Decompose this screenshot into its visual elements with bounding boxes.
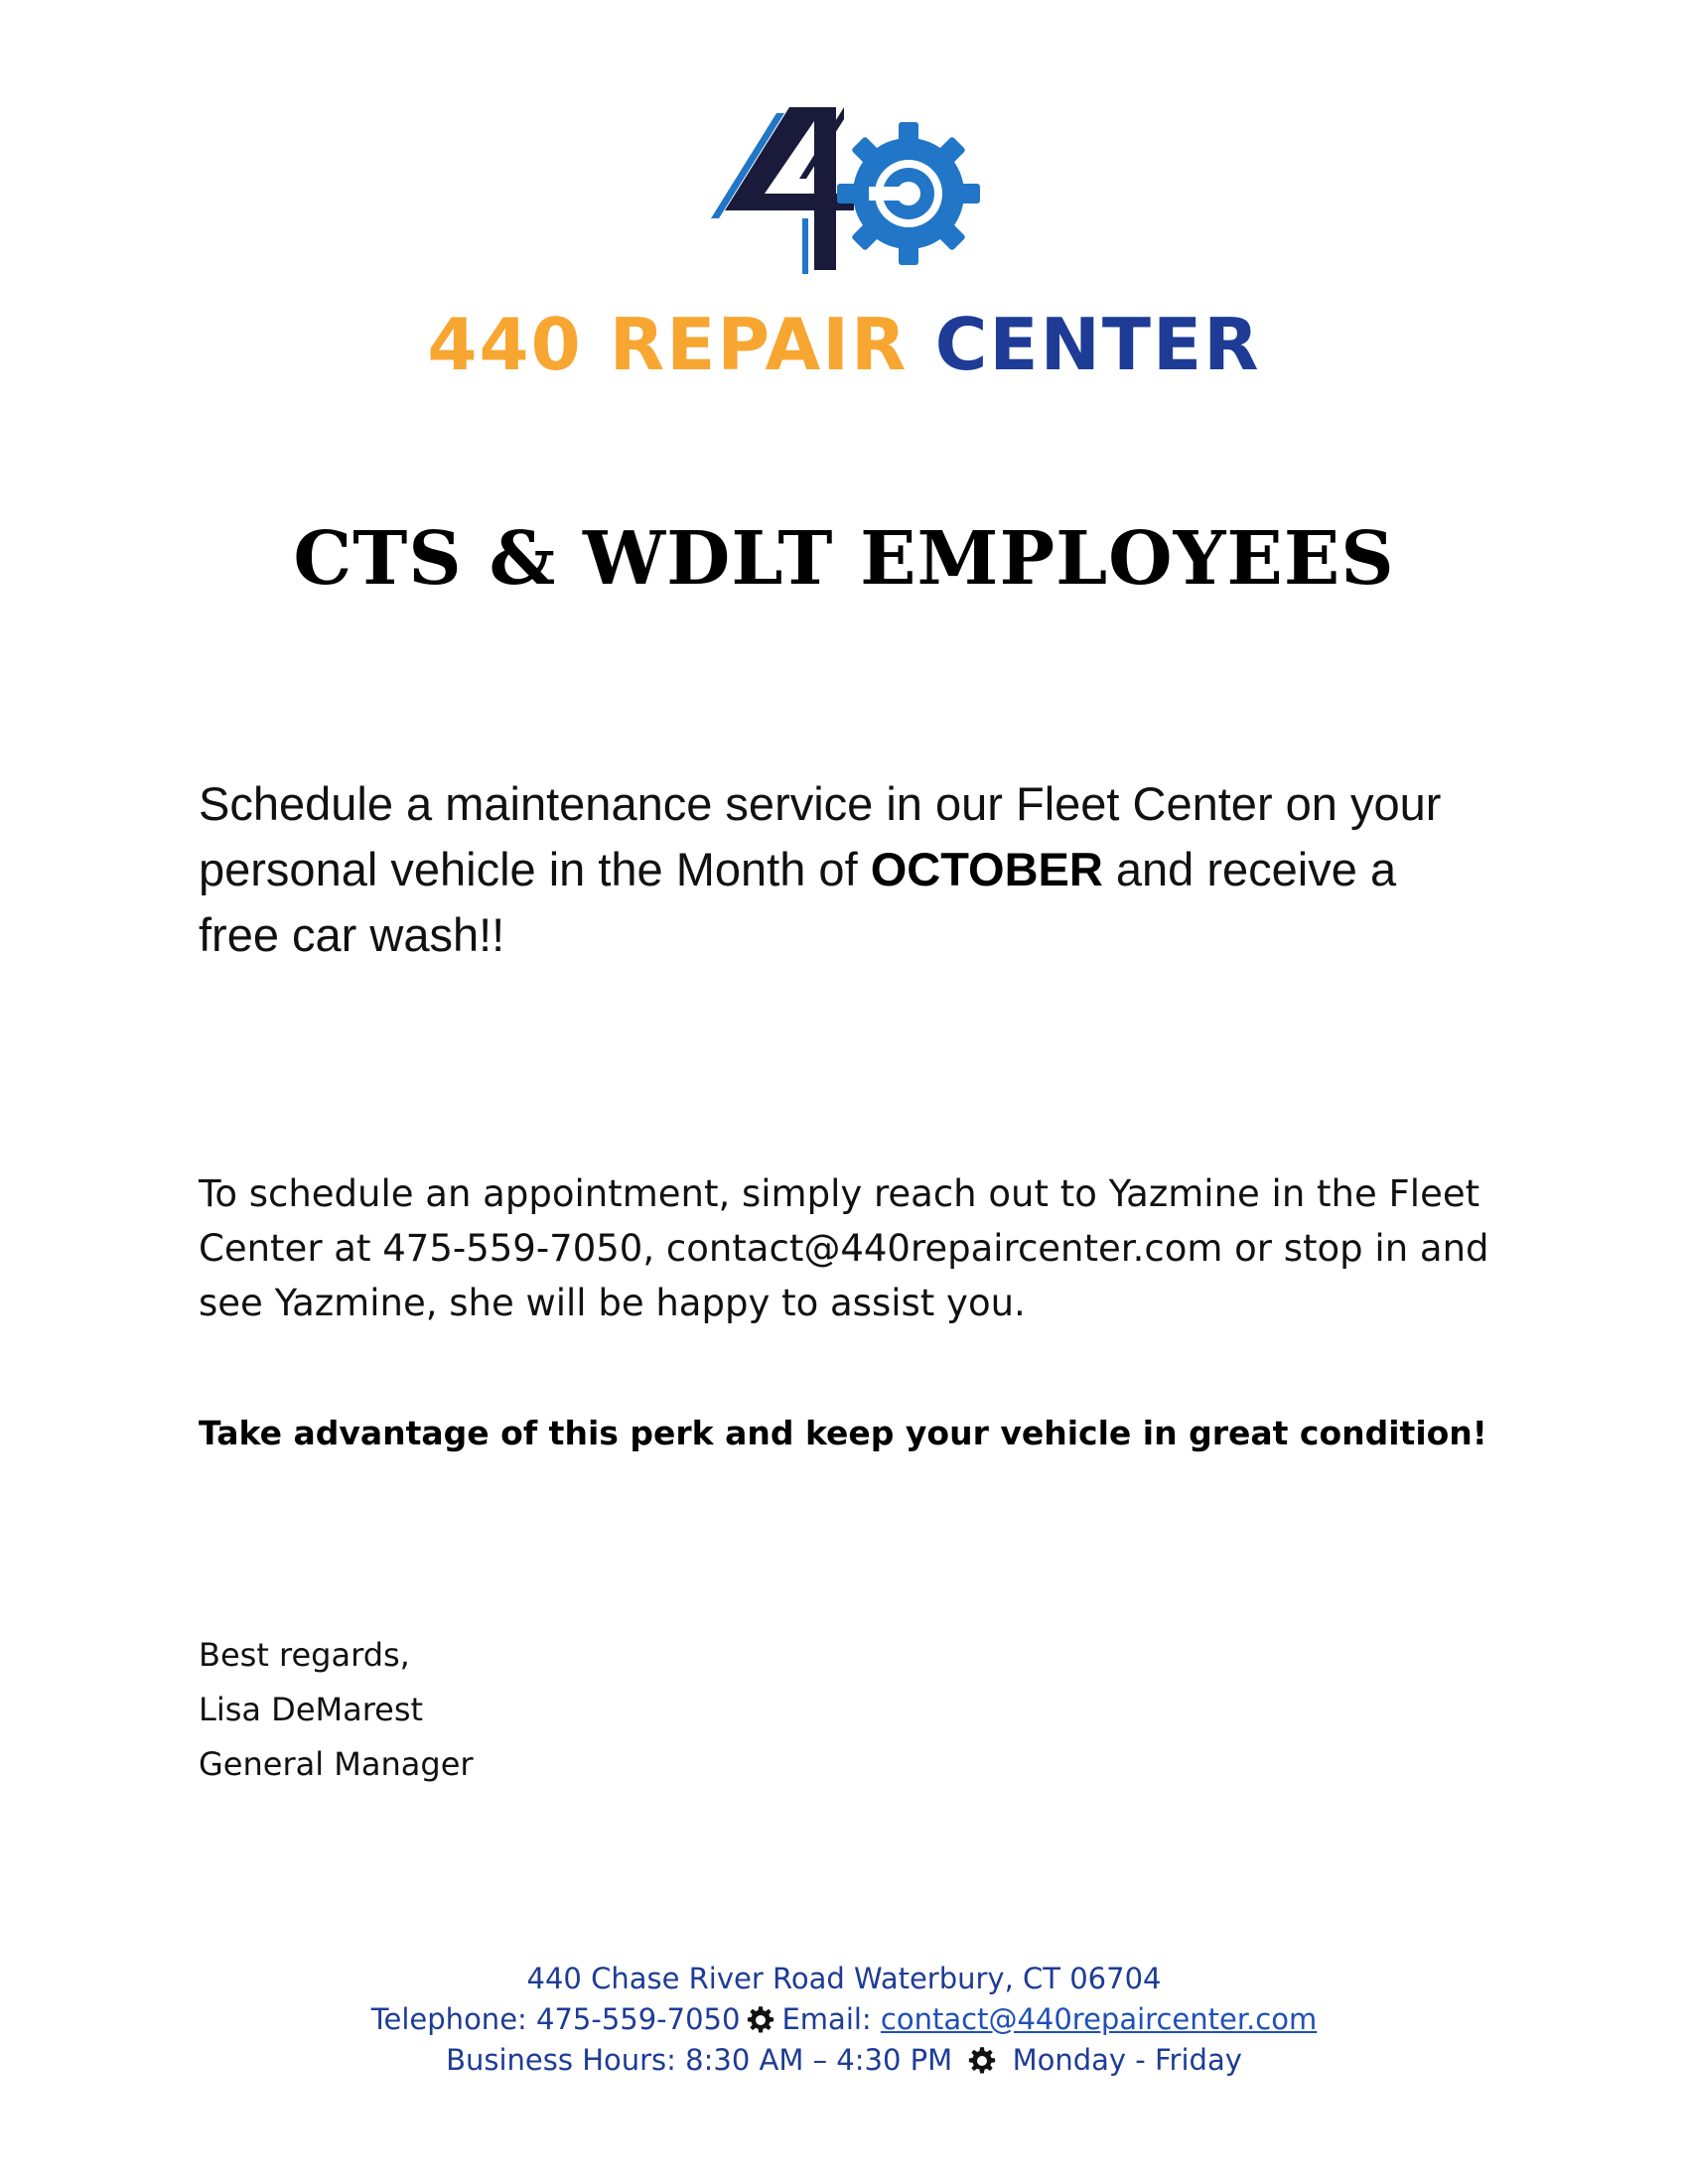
signature-block xyxy=(199,1628,474,1792)
page-title: CTS & WDLT EMPLOYEES xyxy=(293,516,1395,602)
promo-month: OCTOBER xyxy=(870,843,1103,895)
footer-email-label: Email: xyxy=(781,2002,881,2036)
promo-text-before: Schedule a maintenance service in our Fleet Center on your personal vehicle in the Month of xyxy=(199,777,1442,895)
signer-name: Lisa DeMarest xyxy=(199,1691,424,1728)
footer xyxy=(0,1959,1688,2081)
instructions-paragraph: To schedule an appointment, simply reach out to Yazmine in the Fleet Center at 475-559-7050, contact@440repaircenter.com or stop in and see Yazmine, she will be happy to assist you. xyxy=(199,1172,1489,1324)
footer-contact xyxy=(0,1999,1688,2040)
perk-callout: Take advantage of this perk and keep your vehicle in great condition! xyxy=(199,1414,1487,1452)
footer-telephone: Telephone: 475-559-7050 xyxy=(370,2002,741,2036)
footer-hours-line xyxy=(0,2040,1688,2081)
footer-hours: Business Hours: 8:30 AM – 4:30 PM xyxy=(446,2043,953,2077)
logo-wordmark xyxy=(0,303,1688,386)
gear-icon xyxy=(967,2046,997,2076)
footer-email-link[interactable]: contact@440repaircenter.com xyxy=(880,2002,1318,2036)
promo-text-after: and receive a free car wash!! xyxy=(199,843,1397,961)
gear-icon xyxy=(746,2005,775,2035)
footer-days: Monday - Friday xyxy=(1012,2043,1242,2077)
closing: Best regards, xyxy=(199,1636,410,1674)
signer-title: General Manager xyxy=(199,1745,474,1783)
logo-wordmark-secondary: CENTER xyxy=(934,303,1261,386)
logo-440-icon xyxy=(695,99,993,278)
promo-paragraph xyxy=(199,771,1489,968)
footer-address: 440 Chase River Road Waterbury, CT 06704 xyxy=(526,1962,1162,1995)
logo-wordmark-primary: 440 REPAIR xyxy=(427,303,909,386)
